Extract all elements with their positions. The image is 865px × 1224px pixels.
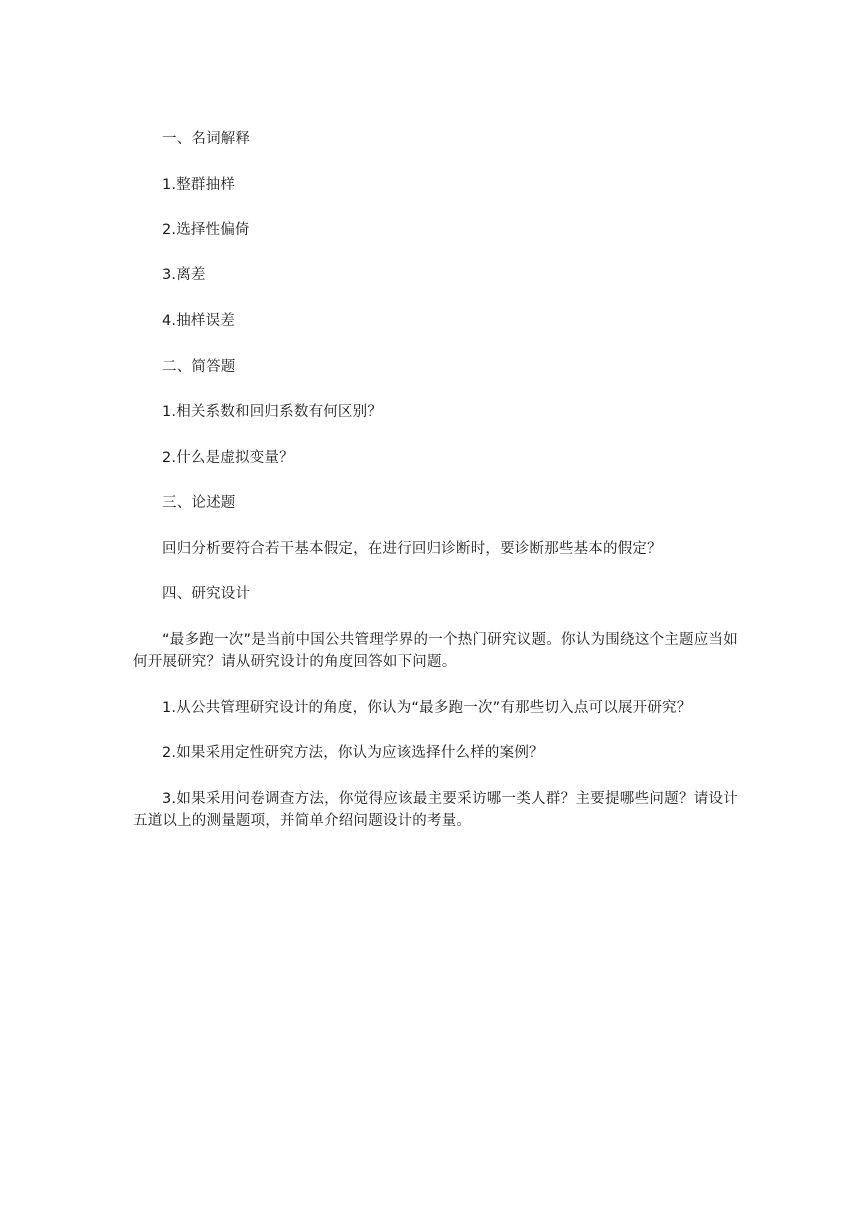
question-item: 1.从公共管理研究设计的角度，你认为“最多跑一次”有那些切入点可以展开研究？: [162, 700, 692, 716]
question-item: 2.如果采用定性研究方法，你认为应该选择什么样的案例？: [162, 745, 544, 761]
section-heading-research-design: 四、研究设计: [162, 586, 251, 602]
question-item: 1.整群抽样: [162, 177, 236, 193]
question-item: 3.离差: [162, 267, 206, 283]
question-item: 1.相关系数和回归系数有何区别？: [162, 404, 383, 420]
question-item: 回归分析要符合若干基本假定，在进行回归诊断时，要诊断那些基本的假定？: [162, 541, 662, 557]
question-item: 4.抽样误差: [162, 313, 236, 329]
question-item: 2.什么是虚拟变量？: [162, 450, 294, 466]
question-item: 2.选择性偏倚: [162, 222, 250, 238]
question-item: 3.如果采用问卷调查方法，你觉得应该最主要采访哪一类人群？主要提哪些问题？请设计五道以上的测量题项，并简单介绍问题设计的考量。: [133, 791, 738, 829]
section-heading-definitions: 一、名词解释: [162, 131, 251, 147]
section-heading-essay: 三、论述题: [162, 495, 236, 511]
research-design-intro: “最多跑一次”是当前中国公共管理学界的一个热门研究议题。你认为围绕这个主题应当如何开展研究？请从研究设计的角度回答如下问题。: [133, 632, 738, 670]
section-heading-short-answer: 二、简答题: [162, 359, 236, 375]
